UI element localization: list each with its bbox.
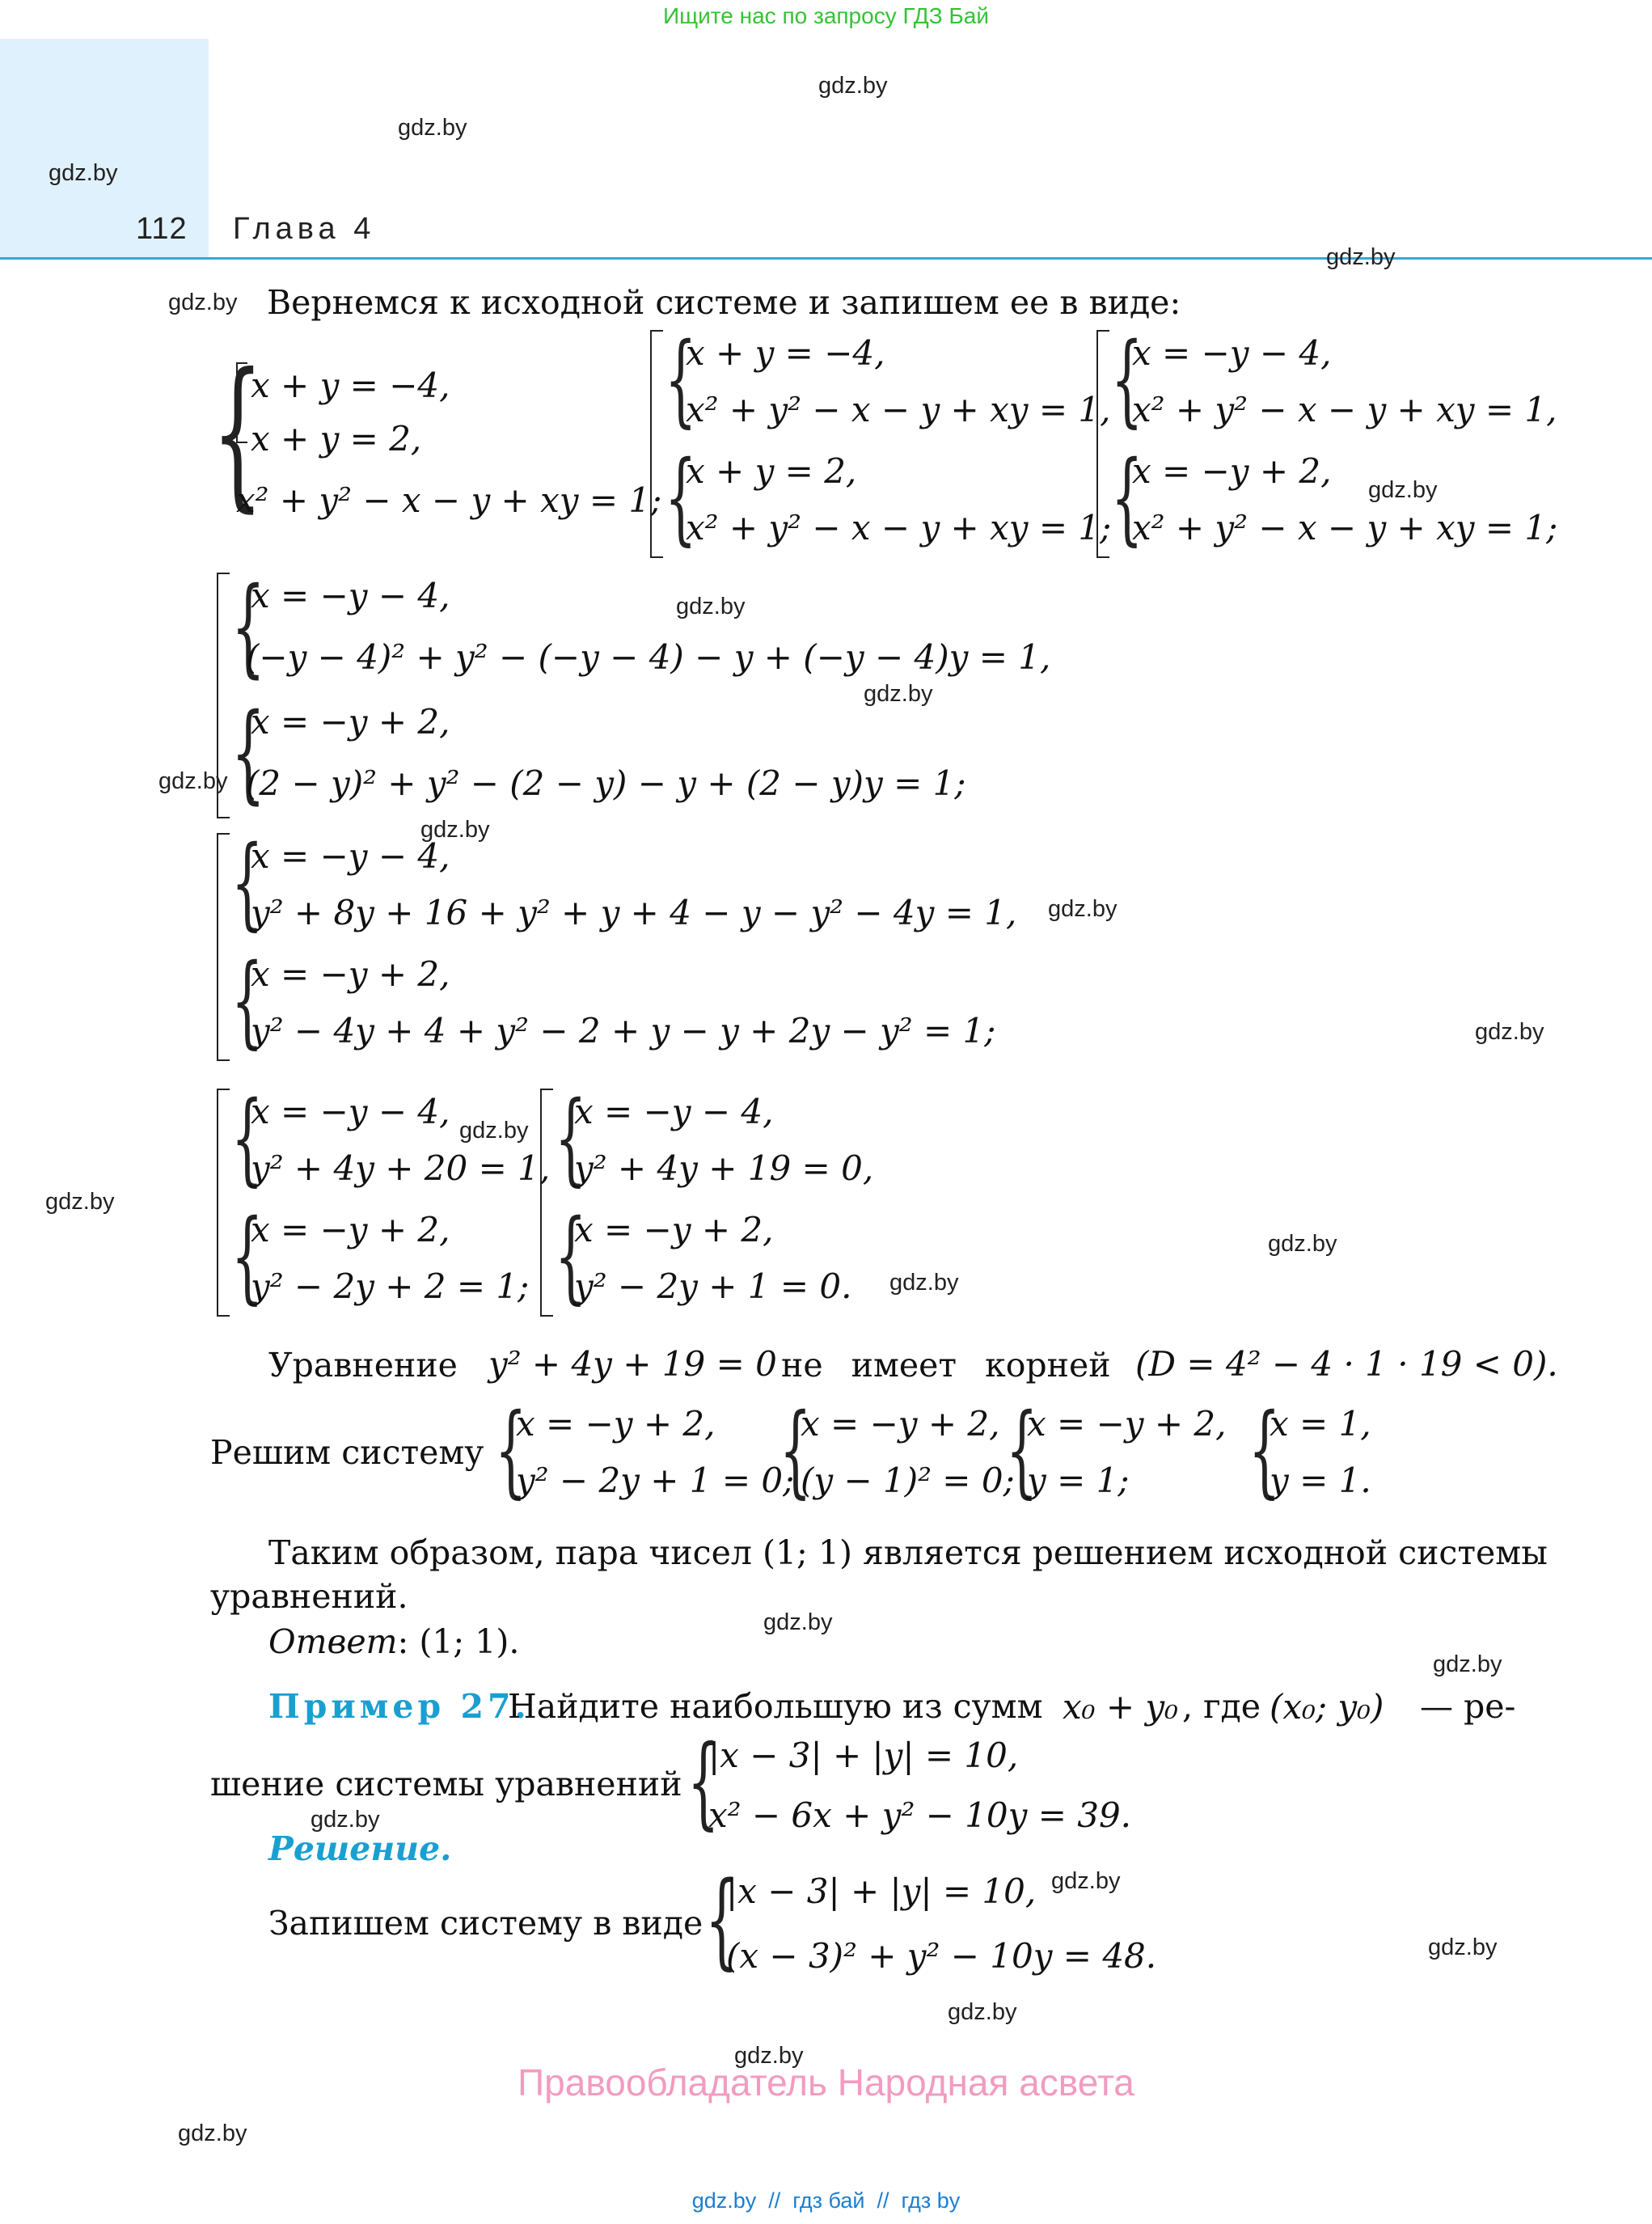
example-line-2: шение системы уравнений xyxy=(210,1765,682,1803)
brace-icon: { xyxy=(231,941,264,1059)
solve-system-text: Решим систему xyxy=(210,1433,484,1472)
brace-icon: { xyxy=(231,691,265,815)
bracket xyxy=(217,573,230,818)
no-roots-word: Уравнение xyxy=(268,1346,458,1385)
example-where: , где xyxy=(1182,1687,1261,1726)
watermark: gdz.by xyxy=(1475,1019,1544,1045)
header-rule xyxy=(0,257,1652,260)
brace-icon: { xyxy=(687,1723,720,1841)
bracket xyxy=(540,1089,553,1317)
watermark: gdz.by xyxy=(459,1118,529,1144)
equation: x = −y + 2, xyxy=(801,1404,1000,1444)
equation: x = −y − 4, xyxy=(251,836,450,876)
equation: x + y = −4, xyxy=(686,333,885,373)
brace-icon: { xyxy=(231,564,265,689)
solution-label: Решение. xyxy=(268,1829,452,1868)
watermark: gdz.by xyxy=(676,594,746,619)
bracket xyxy=(217,833,230,1061)
brace-icon: { xyxy=(231,823,264,941)
watermark: gdz.by xyxy=(1051,1868,1121,1894)
watermark: gdz.by xyxy=(398,115,467,141)
example-label: Пример 27. xyxy=(268,1687,530,1726)
watermark: gdz.by xyxy=(311,1807,380,1833)
watermark: gdz.by xyxy=(49,160,118,186)
answer-label: Ответ xyxy=(268,1622,398,1661)
equation: x² + y² − x − y + xy = 1; xyxy=(236,480,662,520)
bracket xyxy=(650,330,663,558)
equation: x² − 6x + y² − 10y = 39. xyxy=(708,1795,1132,1835)
equation: x = −y + 2, xyxy=(251,702,450,742)
equation: x² + y² − x − y + xy = 1; xyxy=(686,508,1112,548)
watermark: gdz.by xyxy=(1326,244,1396,270)
equation: x² + y² − x − y + xy = 1, xyxy=(1132,390,1557,429)
footer-links: gdz.by // гдз бай // гдз by xyxy=(691,2188,961,2213)
equation: x = −y + 2, xyxy=(574,1210,774,1249)
brace-icon: { xyxy=(555,1197,587,1315)
watermark: gdz.by xyxy=(45,1189,115,1215)
brace-icon: { xyxy=(1249,1391,1281,1509)
watermark: gdz.by xyxy=(948,1999,1017,2025)
page-number: 112 xyxy=(136,212,188,246)
equation: y² − 2y + 1 = 0. xyxy=(574,1266,852,1306)
brace-icon: { xyxy=(1111,320,1143,438)
equation: y² − 2y + 2 = 1; xyxy=(251,1266,530,1306)
equation: x = −y − 4, xyxy=(251,576,450,615)
equation: y² − 4y + 4 + y² − 2 + y − y + 2y − y² = 1; xyxy=(251,1011,996,1051)
rewrite-text: Запишем систему в виде xyxy=(268,1904,703,1943)
watermark: gdz.by xyxy=(864,681,933,707)
equation: y² + 8y + 16 + y² + y + 4 − y − y² − 4y = 1, xyxy=(251,893,1017,932)
intro-text: Вернемся к исходной системе и запишем ее в виде: xyxy=(267,283,1181,322)
watermark: gdz.by xyxy=(420,817,490,843)
equation: x = −y + 2, xyxy=(516,1404,716,1444)
watermark: gdz.by xyxy=(1433,1651,1502,1677)
equation: |x − 3| + |y| = 10, xyxy=(726,1871,1037,1911)
equation: (x − 3)² + y² − 10y = 48. xyxy=(726,1936,1157,1976)
watermark: gdz.by xyxy=(889,1270,959,1296)
brace-icon: { xyxy=(705,1862,738,1981)
brace-icon: { xyxy=(231,1079,264,1197)
equation: x = −y + 2, xyxy=(1132,451,1332,491)
brace-icon: { xyxy=(780,1391,812,1509)
brace-icon: { xyxy=(231,1197,264,1315)
equation: (−y − 4)² + y² − (−y − 4) − y + (−y − 4)y = 1, xyxy=(246,637,1051,677)
watermark: gdz.by xyxy=(1368,477,1438,503)
equation: x + y = 2, xyxy=(251,419,422,459)
brace-icon: { xyxy=(212,338,264,527)
top-banner: Ищите нас по запросу ГДЗ Бай xyxy=(662,3,990,28)
watermark: gdz.by xyxy=(818,73,888,99)
brace-icon: { xyxy=(495,1391,527,1509)
answer-line xyxy=(268,1622,519,1661)
bracket xyxy=(236,362,247,443)
equation: y = 1. xyxy=(1270,1461,1371,1500)
equation: y² + 4y + 19 = 0, xyxy=(574,1148,874,1188)
example-text: Найдите наибольшую из сумм xyxy=(508,1687,1043,1726)
chapter-title: Глава 4 xyxy=(233,212,376,246)
example-tail: — ре- xyxy=(1420,1687,1516,1726)
brace-icon: { xyxy=(1006,1391,1038,1509)
watermark: gdz.by xyxy=(1268,1231,1337,1257)
bracket xyxy=(217,1089,230,1317)
equation: (y − 1)² = 0; xyxy=(801,1461,1015,1500)
brace-icon: { xyxy=(555,1079,587,1197)
conclusion-line-1: Таким образом, пара чисел (1; 1) является решением исходной системы xyxy=(268,1533,1548,1572)
no-roots-tail: не имеет корней xyxy=(781,1346,1111,1385)
conclusion-line-2: уравнений. xyxy=(210,1577,408,1616)
equation: x = −y − 4, xyxy=(251,1092,450,1131)
watermark: gdz.by xyxy=(168,290,238,315)
no-roots-equation: y² + 4y + 19 = 0 xyxy=(488,1344,777,1384)
example-pair: (x₀; y₀) xyxy=(1270,1687,1384,1727)
equation: x = −y + 2, xyxy=(251,1210,450,1249)
bracket xyxy=(1096,330,1109,558)
watermark: gdz.by xyxy=(734,2043,804,2069)
watermark: gdz.by xyxy=(158,768,228,794)
brace-icon: { xyxy=(1111,438,1143,556)
equation: |x − 3| + |y| = 10, xyxy=(708,1736,1019,1775)
example-sum: x₀ + y₀ xyxy=(1063,1687,1178,1727)
brace-icon: { xyxy=(665,320,697,438)
answer-value: : (1; 1). xyxy=(397,1622,520,1661)
copyright-notice: Правообладатель Народная асвета xyxy=(518,2061,1134,2103)
watermark: gdz.by xyxy=(178,2120,247,2146)
equation: x = 1, xyxy=(1270,1404,1371,1444)
equation: x² + y² − x − y + xy = 1, xyxy=(686,390,1111,429)
equation: x = −y + 2, xyxy=(251,954,450,994)
equation: x = −y − 4, xyxy=(574,1092,774,1131)
equation: x + y = 2, xyxy=(686,451,857,491)
equation: x = −y − 4, xyxy=(1132,333,1332,373)
discriminant-check: (D = 4² − 4 · 1 · 19 < 0). xyxy=(1135,1344,1558,1384)
equation: x + y = −4, xyxy=(251,366,450,405)
equation: y² − 2y + 1 = 0; xyxy=(516,1461,795,1500)
equation: y² + 4y + 20 = 1, xyxy=(251,1148,551,1188)
brace-icon: { xyxy=(665,438,697,556)
watermark: gdz.by xyxy=(1048,896,1118,922)
watermark: gdz.by xyxy=(763,1609,833,1635)
equation: x² + y² − x − y + xy = 1; xyxy=(1132,508,1558,548)
equation: x = −y + 2, xyxy=(1027,1404,1227,1444)
watermark: gdz.by xyxy=(1428,1934,1498,1960)
equation: (2 − y)² + y² − (2 − y) − y + (2 − y)y = 1; xyxy=(246,763,966,803)
equation: y = 1; xyxy=(1027,1461,1130,1500)
